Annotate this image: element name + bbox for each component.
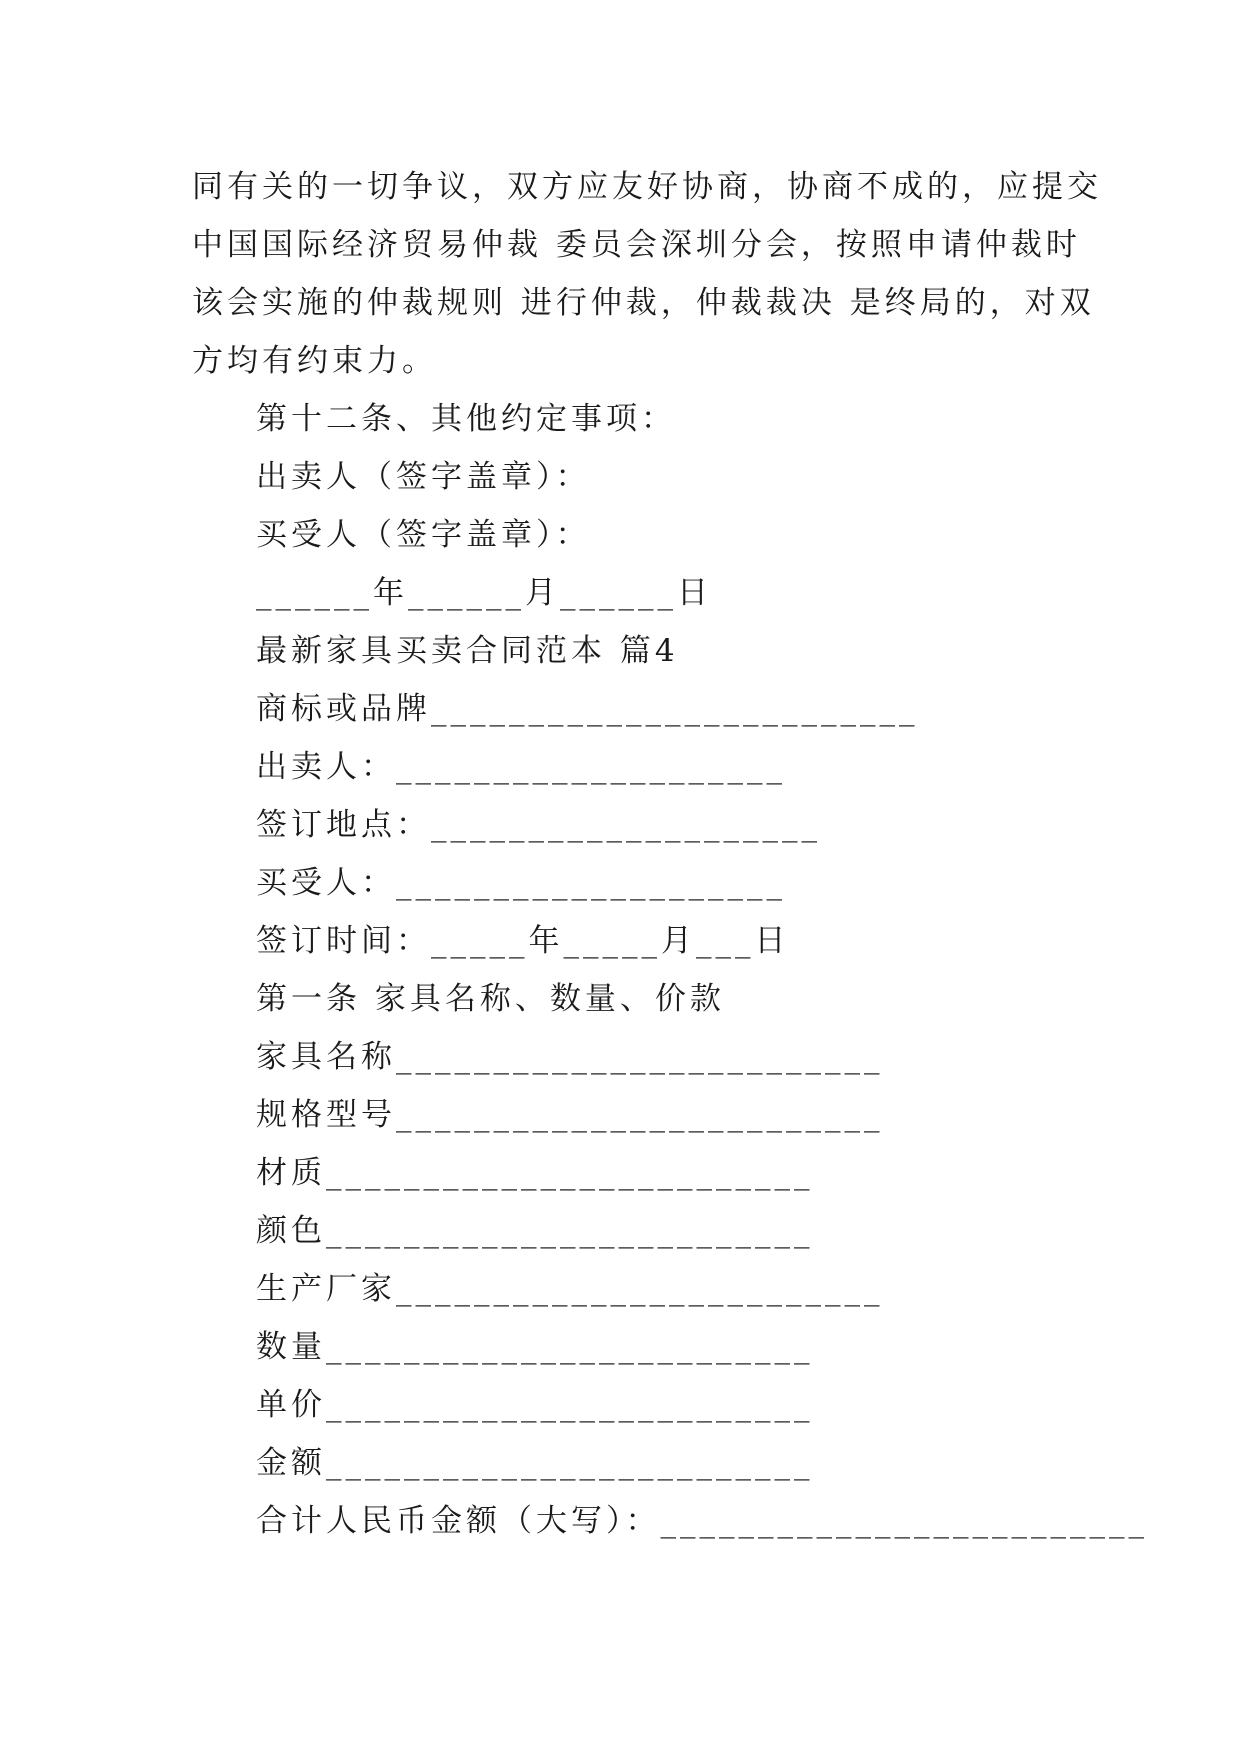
model-field: 规格型号_________________________: [256, 1097, 884, 1133]
paragraph-line: 方均有约束力。: [192, 343, 437, 379]
paragraph-line: 同有关的一切争议，双方应友好协商，协商不成的，应提交: [192, 169, 1102, 205]
seller-signature-line: 出卖人（签字盖章）：: [256, 459, 591, 495]
date-line: ______年______月______日: [256, 575, 712, 611]
contract-lines: [256, 390, 1156, 1550]
buyer-signature-line: 买受人（签字盖章）：: [256, 517, 591, 553]
signing-place-field: 签订地点：____________________: [256, 807, 821, 843]
material-field: 材质_________________________: [256, 1155, 814, 1191]
seller-field: 出卖人：____________________: [256, 749, 786, 785]
dispute-resolution-paragraph: [192, 158, 1102, 390]
amount-field: 金额_________________________: [256, 1445, 814, 1481]
buyer-field: 买受人：____________________: [256, 865, 786, 901]
paragraph-line: 中国国际经济贸易仲裁 委员会深圳分会，按照申请仲裁时: [192, 227, 1081, 263]
paragraph-line: 该会实施的仲裁规则 进行仲裁，仲裁裁决 是终局的，对双: [192, 285, 1095, 321]
color-field: 颜色_________________________: [256, 1213, 814, 1249]
furniture-name-field: 家具名称_________________________: [256, 1039, 884, 1075]
unit-price-field: 单价_________________________: [256, 1387, 814, 1423]
manufacturer-field: 生产厂家_________________________: [256, 1271, 884, 1307]
total-amount-field: 合计人民币金额（大写）：_________________________: [256, 1503, 1148, 1539]
brand-field: 商标或品牌_________________________: [256, 691, 919, 727]
signing-date-field: 签订时间：_____年_____月___日: [256, 923, 790, 959]
article-1-heading: 第一条 家具名称、数量、价款: [256, 981, 725, 1017]
article-12-heading: 第十二条、其他约定事项：: [256, 401, 676, 437]
section-title: 最新家具买卖合同范本 篇4: [256, 633, 679, 669]
quantity-field: 数量_________________________: [256, 1329, 814, 1365]
